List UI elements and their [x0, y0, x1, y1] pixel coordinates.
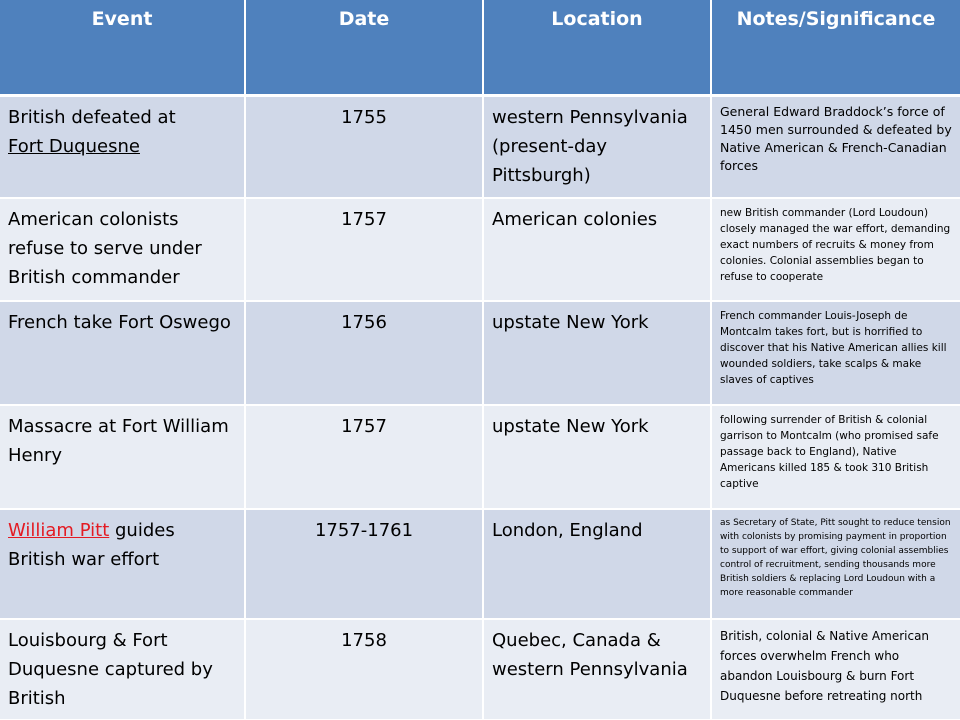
- table-row: [0, 405, 960, 509]
- table-row: [0, 301, 960, 405]
- location-cell: western Pennsylvania (present-day Pittsburgh): [483, 95, 711, 198]
- date-cell: 1757-1761: [245, 509, 483, 619]
- notes-cell: French commander Louis-Joseph de Montcalm takes fort, but is horrified to discover that his Native American allies kill wounded soldiers, take scalps & make slaves of captives: [711, 301, 960, 405]
- event-cell: Massacre at Fort William Henry: [0, 405, 245, 509]
- event-text: guides British war effort: [8, 520, 175, 570]
- location-cell: upstate New York: [483, 301, 711, 405]
- event-cell: [0, 509, 245, 619]
- header-row: [0, 0, 960, 95]
- event-cell: French take Fort Oswego: [0, 301, 245, 405]
- event-cell: American colonists refuse to serve under British commander: [0, 198, 245, 301]
- event-cell: Louisbourg & Fort Duquesne captured by British: [0, 619, 245, 719]
- event-cell: [0, 95, 245, 198]
- notes-cell: new British commander (Lord Loudoun) closely managed the war effort, demanding exact numbers of recruits & money from colonies. Colonial assemblies began to refuse to cooperate: [711, 198, 960, 301]
- location-cell: London, England: [483, 509, 711, 619]
- notes-cell: General Edward Braddock’s force of 1450 men surrounded & defeated by Native American & French-Canadian forces: [711, 95, 960, 198]
- notes-cell: as Secretary of State, Pitt sought to reduce tension with colonists by promising payment in proportion to support of war effort, giving colonial assemblies control of recruitment, sending thousands more British soldiers & replacing Lord Loudoun with a more reasonable commander: [711, 509, 960, 619]
- event-text: British defeated at: [8, 106, 176, 128]
- date-cell: 1758: [245, 619, 483, 719]
- table-row: [0, 509, 960, 619]
- header-location: Location: [483, 0, 711, 95]
- table-row: [0, 198, 960, 301]
- table-row: [0, 95, 960, 198]
- header-event: Event: [0, 0, 245, 95]
- date-cell: 1757: [245, 405, 483, 509]
- william-pitt-link[interactable]: William Pitt: [8, 520, 110, 541]
- date-cell: 1755: [245, 95, 483, 198]
- notes-cell: following surrender of British & colonial garrison to Montcalm (who promised safe passage back to England), Native Americans killed 185 & took 310 British captive: [711, 405, 960, 509]
- header-date: Date: [245, 0, 483, 95]
- header-notes: Notes/Significance: [711, 0, 960, 95]
- table-row: [0, 619, 960, 719]
- date-cell: 1756: [245, 301, 483, 405]
- location-cell: upstate New York: [483, 405, 711, 509]
- location-cell: American colonies: [483, 198, 711, 301]
- notes-cell: British, colonial & Native American forces overwhelm French who abandon Louisbourg & burn Fort Duquesne before retreating north: [711, 619, 960, 719]
- fort-duquesne-link[interactable]: Fort Duquesne: [8, 135, 140, 157]
- date-cell: 1757: [245, 198, 483, 301]
- location-cell: Quebec, Canada & western Pennsylvania: [483, 619, 711, 719]
